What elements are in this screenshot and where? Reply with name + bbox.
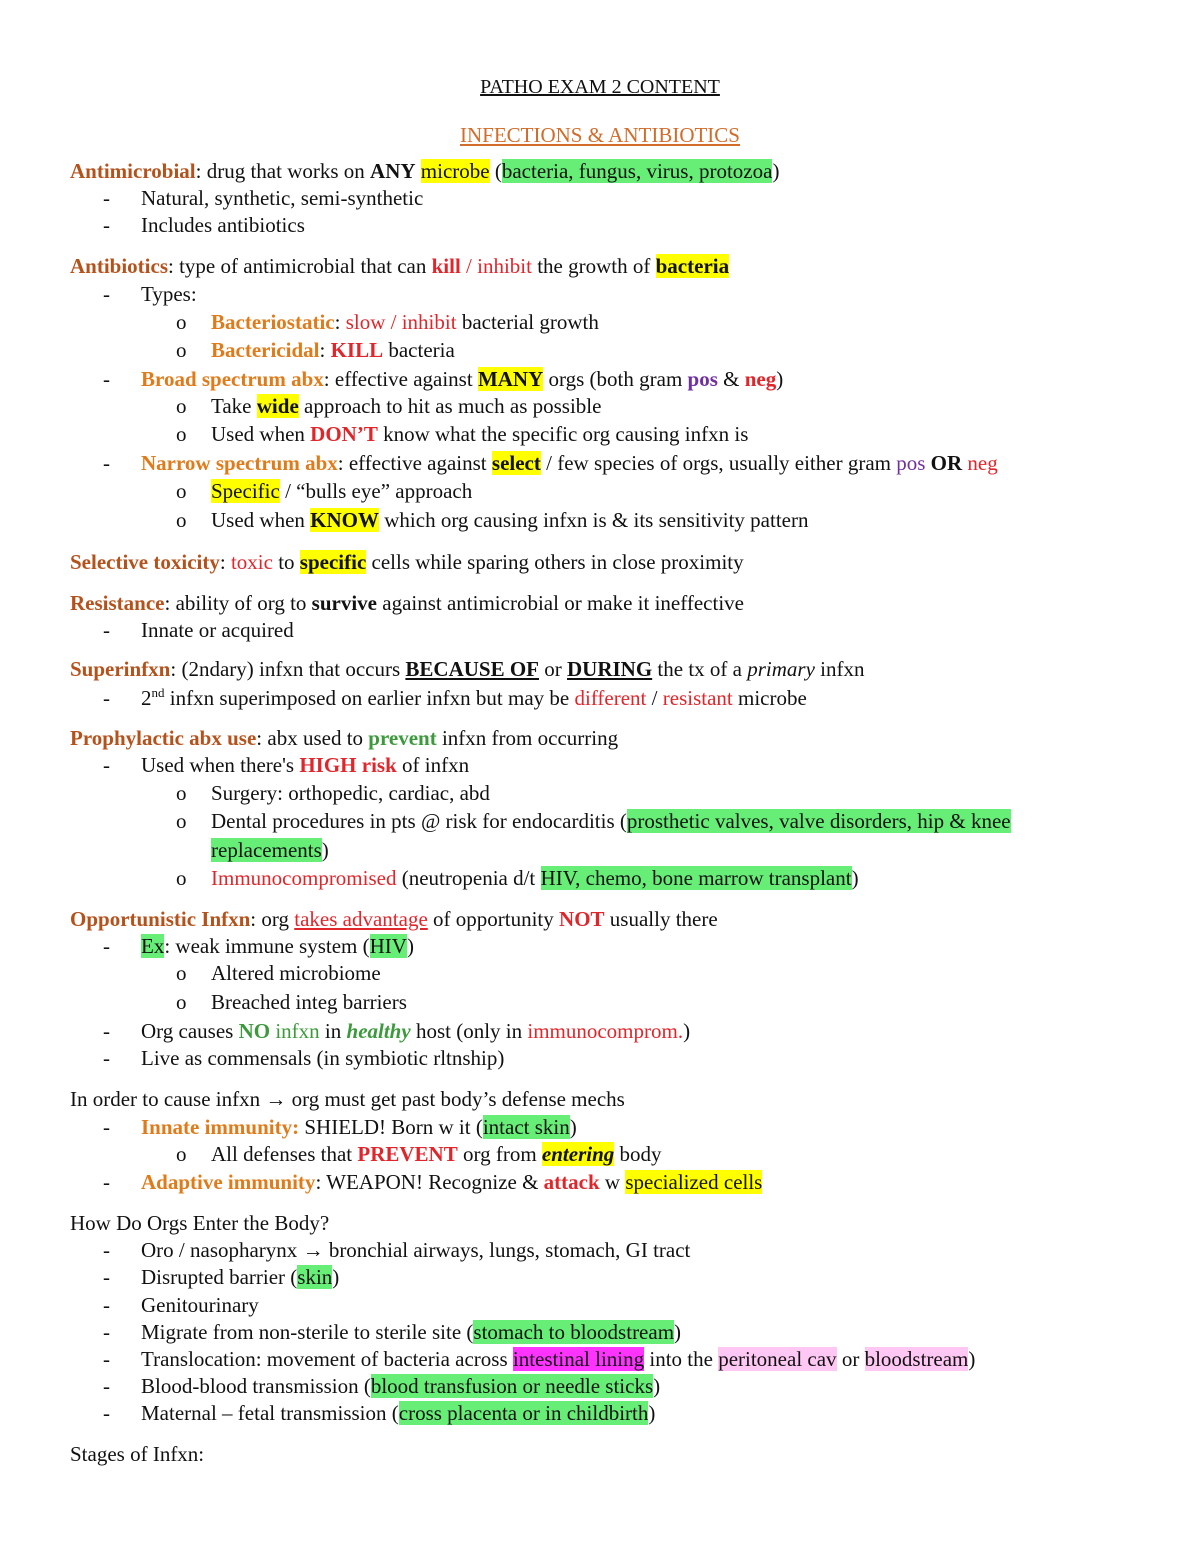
sub-bullet: o bbox=[176, 422, 187, 446]
sub-bullet: o bbox=[176, 781, 187, 805]
list-item: Bactericidal: KILL bacteria bbox=[211, 338, 455, 362]
list-item: Innate immunity: SHIELD! Born w it (intact skin) bbox=[141, 1115, 577, 1139]
arrow-icon: → bbox=[302, 1238, 324, 1262]
selective-toxicity-definition: Selective toxicity: toxic to specific cells while sparing others in close proximity bbox=[70, 550, 744, 574]
list-item: Altered microbiome bbox=[211, 961, 381, 985]
sub-bullet: o bbox=[176, 866, 187, 890]
list-item: Bacteriostatic: slow / inhibit bacterial growth bbox=[211, 310, 599, 334]
list-bullet: - bbox=[103, 1320, 110, 1344]
list-item: Maternal – fetal transmission (cross placenta or in childbirth) bbox=[141, 1401, 656, 1425]
list-item: Dental procedures in pts @ risk for endocarditis (prosthetic valves, valve disorders, hip & knee bbox=[211, 809, 1011, 833]
antibiotics-definition: Antibiotics: type of antimicrobial that can kill / inhibit the growth of bacteria bbox=[70, 254, 730, 278]
defense-intro: In order to cause infxn → org must get past body’s defense mechs bbox=[70, 1087, 625, 1111]
list-item: Types: bbox=[141, 282, 197, 306]
sub-bullet: o bbox=[176, 809, 187, 833]
list-item: Broad spectrum abx: effective against MANY orgs (both gram pos & neg) bbox=[141, 367, 784, 391]
list-item: Translocation: movement of bacteria across intestinal lining into the peritoneal cav or bloodstream) bbox=[141, 1347, 976, 1371]
list-item: Oro / nasopharynx → bronchial airways, lungs, stomach, GI tract bbox=[141, 1238, 691, 1262]
sub-bullet: o bbox=[176, 990, 187, 1014]
list-bullet: - bbox=[103, 1115, 110, 1139]
list-bullet: - bbox=[103, 1238, 110, 1262]
list-item-continuation: replacements) bbox=[211, 838, 329, 862]
list-bullet: - bbox=[103, 213, 110, 237]
list-bullet: - bbox=[103, 1374, 110, 1398]
list-bullet: - bbox=[103, 1347, 110, 1371]
sub-bullet: o bbox=[176, 310, 187, 334]
list-item: All defenses that PREVENT org from entering body bbox=[211, 1142, 662, 1166]
list-bullet: - bbox=[103, 618, 110, 642]
sub-bullet: o bbox=[176, 479, 187, 503]
list-bullet: - bbox=[103, 686, 110, 710]
sub-bullet: o bbox=[176, 338, 187, 362]
list-item: Includes antibiotics bbox=[141, 213, 305, 237]
section-heading: INFECTIONS & ANTIBIOTICS bbox=[459, 123, 740, 147]
list-item: Live as commensals (in symbiotic rltnship) bbox=[141, 1046, 505, 1070]
list-item: Org causes NO infxn in healthy host (only in immunocomprom.) bbox=[141, 1019, 691, 1043]
list-bullet: - bbox=[103, 934, 110, 958]
list-bullet: - bbox=[103, 451, 110, 475]
list-bullet: - bbox=[103, 367, 110, 391]
sub-bullet: o bbox=[176, 961, 187, 985]
list-bullet: - bbox=[103, 753, 110, 777]
list-item: Adaptive immunity: WEAPON! Recognize & attack w specialized cells bbox=[141, 1170, 763, 1194]
list-item: Natural, synthetic, semi-synthetic bbox=[141, 186, 424, 210]
sub-bullet: o bbox=[176, 508, 187, 532]
list-bullet: - bbox=[103, 282, 110, 306]
list-item: Genitourinary bbox=[141, 1293, 259, 1317]
list-item: Blood-blood transmission (blood transfusion or needle sticks) bbox=[141, 1374, 661, 1398]
list-bullet: - bbox=[103, 1019, 110, 1043]
list-item: Surgery: orthopedic, cardiac, abd bbox=[211, 781, 490, 805]
list-bullet: - bbox=[103, 1401, 110, 1425]
sub-bullet: o bbox=[176, 1142, 187, 1166]
list-item: Take wide approach to hit as much as possible bbox=[211, 394, 602, 418]
list-item: 2nd infxn superimposed on earlier infxn but may be different / resistant microbe bbox=[141, 685, 807, 710]
list-bullet: - bbox=[103, 186, 110, 210]
arrow-icon: → bbox=[265, 1087, 287, 1111]
list-item: Narrow spectrum abx: effective against select / few species of orgs, usually either gram pos OR neg bbox=[141, 451, 998, 475]
list-bullet: - bbox=[103, 1046, 110, 1070]
list-item: Used when DON’T know what the specific org causing infxn is bbox=[211, 422, 749, 446]
list-item: Disrupted barrier (skin) bbox=[141, 1265, 340, 1289]
list-bullet: - bbox=[103, 1170, 110, 1194]
list-item: Specific / “bulls eye” approach bbox=[211, 479, 473, 503]
list-bullet: - bbox=[103, 1293, 110, 1317]
prophylactic-definition: Prophylactic abx use: abx used to prevent infxn from occurring bbox=[70, 726, 619, 750]
list-item: Breached integ barriers bbox=[211, 990, 407, 1014]
sub-bullet: o bbox=[176, 394, 187, 418]
list-item: Migrate from non-sterile to sterile site (stomach to bloodstream) bbox=[141, 1320, 682, 1344]
entry-heading: How Do Orgs Enter the Body? bbox=[70, 1211, 330, 1235]
stages-heading: Stages of Infxn: bbox=[70, 1442, 205, 1466]
superinfection-definition: Superinfxn: (2ndary) infxn that occurs BECAUSE OF or DURING the tx of a primary infxn bbox=[70, 657, 865, 681]
document-title: PATHO EXAM 2 CONTENT bbox=[480, 76, 720, 98]
list-item: Immunocompromised (neutropenia d/t HIV, chemo, bone marrow transplant) bbox=[211, 866, 859, 890]
list-item: Innate or acquired bbox=[141, 618, 294, 642]
opportunistic-definition: Opportunistic Infxn: org takes advantage of opportunity NOT usually there bbox=[70, 907, 718, 931]
list-item: Ex: weak immune system (HIV) bbox=[141, 934, 414, 958]
list-item: Used when there's HIGH risk of infxn bbox=[141, 753, 470, 777]
list-item: Used when KNOW which org causing infxn is & its sensitivity pattern bbox=[211, 508, 809, 532]
list-bullet: - bbox=[103, 1265, 110, 1289]
resistance-definition: Resistance: ability of org to survive against antimicrobial or make it ineffective bbox=[70, 591, 744, 615]
antimicrobial-definition: Antimicrobial: drug that works on ANY microbe (bacteria, fungus, virus, protozoa) bbox=[70, 159, 780, 183]
